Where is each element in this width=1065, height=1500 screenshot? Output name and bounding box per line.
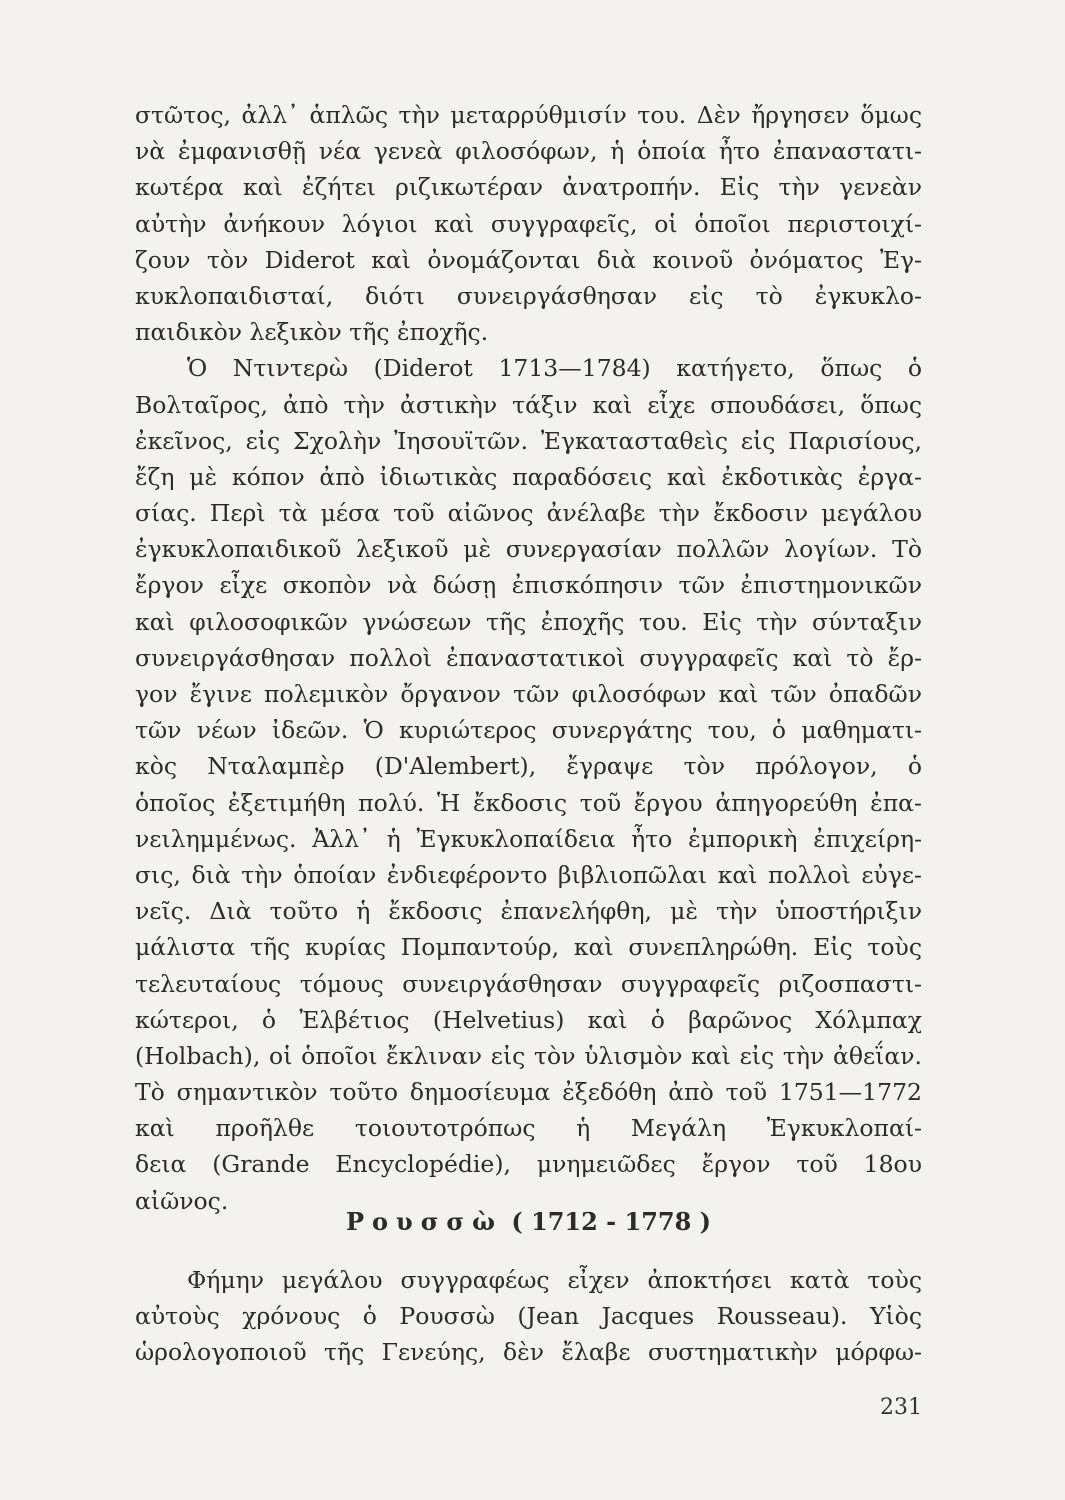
text-line: Ὁ Ντιντερὼ (Diderot 1713—1784) κατήγετο, ὅπως ὁ (187, 354, 922, 383)
text-line: ὡρολογοποιοῦ τῆς Γενεύης, δὲν ἔλαβε συστηματικὴν μόρφω- (135, 1338, 922, 1367)
text-line: νὰ ἐμφανισθῇ νέα γενεὰ φιλοσόφων, ἡ ὁποία ἦτο ἐπαναστατι- (135, 137, 922, 166)
text-line: αὐτὴν ἀνήκουν λόγιοι καὶ συγγραφεῖς, οἱ ὁποῖοι περιστοιχί- (135, 209, 922, 238)
text-line: ζουν τὸν Diderot καὶ ὀνομάζονται διὰ κοινοῦ ὀνόματος Ἐγ- (135, 245, 922, 274)
text-line: κὸς Νταλαμπὲρ (D'Alembert), ἔγραψε τὸν πρόλογον, ὁ (135, 752, 922, 781)
text-line: κώτεροι, ὁ Ἐλβέτιος (Helvetius) καὶ ὁ βαρῶνος Χόλμπαχ (135, 1005, 922, 1034)
text-line: νειλημμένως. Ἀλλ᾽ ἡ Ἐγκυκλοπαίδεια ἦτο ἐμπορικὴ ἐπιχείρη- (135, 824, 922, 853)
body-text-upper (135, 97, 922, 1219)
text-line: σίας. Περὶ τὰ μέσα τοῦ αἰῶνος ἀνέλαβε τὴν ἔκδοσιν μεγάλου (135, 499, 922, 528)
text-line: Φήμην μεγάλου συγγραφέως εἶχεν ἀποκτήσει κατὰ τοὺς (187, 1266, 922, 1294)
text-line: τελευταίους τόμους συνειργάσθησαν συγγραφεῖς ριζοσπαστι- (135, 969, 922, 998)
text-line: παιδικὸν λεξικὸν τῆς ἐποχῆς. (135, 318, 489, 347)
text-line: Τὸ σημαντικὸν τοῦτο δημοσίευμα ἐξεδόθη ἀπὸ τοῦ 1751—1772 (135, 1078, 922, 1107)
text-line: ἔργον εἶχε σκοπὸν νὰ δώσῃ ἐπισκόπησιν τῶν ἐπιστημονικῶν (135, 571, 922, 600)
text-line: νεῖς. Διὰ τοῦτο ἡ ἔκδοσις ἐπανελήφθη, μὲ τὴν ὑποστήριξιν (135, 897, 922, 926)
text-line: στῶτος, ἀλλ᾽ ἁπλῶς τὴν μεταρρύθμισίν του. Δὲν ἤργησεν ὅμως (135, 101, 922, 129)
text-line: ἐγκυκλοπαιδικοῦ λεξικοῦ μὲ συνεργασίαν πολλῶν λογίων. Τὸ (135, 535, 922, 564)
text-line: κυκλοπαιδισταί, διότι συνειργάσθησαν εἰς τὸ ἐγκυκλο- (135, 281, 922, 310)
text-line: αἰῶνος. (135, 1186, 229, 1215)
text-line: κωτέρα καὶ ἐζήτει ριζικωτέραν ἀνατροπήν. Εἰς τὴν γενεὰν (135, 173, 922, 202)
text-line: καὶ φιλοσοφικῶν γνώσεων τῆς ἐποχῆς του. Εἰς τὴν σύνταξιν (135, 607, 922, 636)
section-heading (135, 1204, 922, 1240)
text-line: τῶν νέων ἰδεῶν. Ὁ κυριώτερος συνεργάτης του, ὁ μαθηματι- (135, 716, 922, 745)
text-line: δεια (Grande Encyclopédie), μνημειῶδες ἔργον τοῦ 18ου (135, 1150, 922, 1179)
body-text-lower (135, 1262, 922, 1371)
text-line: καὶ προῆλθε τοιουτοτρόπως ἡ Μεγάλη Ἐγκυκλοπαί- (135, 1114, 922, 1143)
page-number: 231 (880, 1395, 922, 1420)
text-line: σις, διὰ τὴν ὁποίαν ἐνδιεφέροντο βιβλιοπῶλαι καὶ πολλοὶ εὐγε- (135, 860, 922, 889)
section-heading-name: Ρουσσὼ (346, 1207, 503, 1236)
text-line: αὐτοὺς χρόνους ὁ Ρουσσὼ (Jean Jacques Rousseau). Υἱὸς (135, 1302, 922, 1331)
text-line: ἐκεῖνος, εἰς Σχολὴν Ἰησουϊτῶν. Ἐγκατασταθεὶς εἰς Παρισίους, (135, 426, 922, 455)
text-line: Βολταῖρος, ἀπὸ τὴν ἀστικὴν τάξιν καὶ εἶχε σπουδάσει, ὅπως (135, 390, 922, 419)
text-line: μάλιστα τῆς κυρίας Πομπαντούρ, καὶ συνεπληρώθη. Εἰς τοὺς (135, 933, 922, 962)
section-heading-dates: ( 1712 - 1778 ) (511, 1207, 711, 1236)
text-line: γον ἔγινε πολεμικὸν ὄργανον τῶν φιλοσόφων καὶ τῶν ὀπαδῶν (135, 680, 922, 708)
text-line: ἔζη μὲ κόπον ἀπὸ ἰδιωτικὰς παραδόσεις καὶ ἐκδοτικὰς ἐργα- (135, 462, 922, 491)
text-line: συνειργάσθησαν πολλοὶ ἐπαναστατικοὶ συγγραφεῖς καὶ τὸ ἔρ- (135, 643, 922, 672)
text-line: ὁποῖος ἐξετιμήθη πολύ. Ἡ ἔκδοσις τοῦ ἔργου ἀπηγορεύθη ἐπα- (135, 788, 922, 817)
text-line: (Holbach), οἱ ὁποῖοι ἔκλιναν εἰς τὸν ὑλισμὸν καὶ εἰς τὴν ἀθεΐαν. (135, 1041, 922, 1070)
